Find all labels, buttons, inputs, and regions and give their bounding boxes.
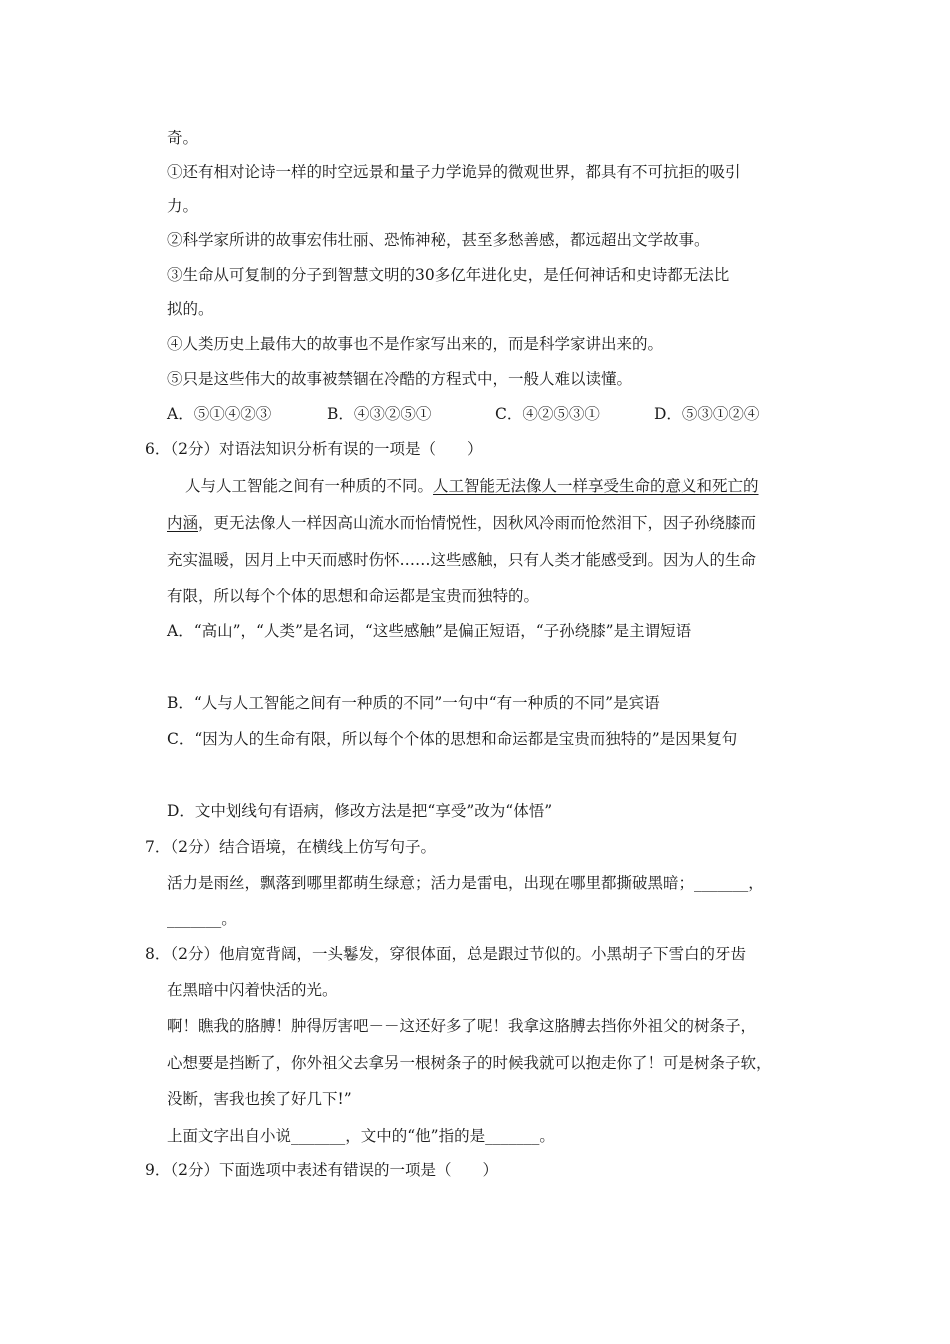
q8-stem: 8．（2分）他肩宽背阔，一头鬈发，穿很体面，总是跟过节似的。小黑胡子下雪白的牙齿 [145, 945, 746, 963]
q5-sentence-3-cont: 拟的。 [167, 300, 214, 318]
q5-option-a[interactable]: A．⑤①④②③ [167, 405, 272, 423]
q5-sentence-1-cont: 力。 [167, 197, 199, 215]
q8-passage-line-4: 心想要是挡断了，你外祖父去拿另一根树条子的时候我就可以抱走你了！可是树条子软， [167, 1054, 772, 1072]
q6-option-c[interactable]: C．“因为人的生命有限，所以每个个体的思想和命运都是宝贵而独特的”是因果复句 [167, 730, 738, 748]
q5-sentence-3: ③生命从可复制的分子到智慧文明的30多亿年进化史，是任何神话和史诗都无法比 [167, 266, 730, 284]
q8-passage-line-2: 在黑暗中闪着快活的光。 [167, 981, 338, 999]
q8-passage-line-5: 没断，害我也挨了好几下!” [167, 1090, 352, 1108]
q7-prompt-line-1: 活力是雨丝，飘落到哪里都萌生绿意；活力是雷电，出现在哪里都撕破黑暗；_______， [167, 874, 764, 892]
q6-passage-text: ，更无法像人一样因高山流水而怡情悦性，因秋风冷雨而怆然泪下，因子孙绕膝而 [198, 514, 757, 532]
q7-stem: 7．（2分）结合语境，在横线上仿写句子。 [145, 838, 436, 856]
q6-stem: 6．（2分）对语法知识分析有误的一项是（ ） [145, 440, 483, 458]
q5-options [167, 404, 807, 424]
q6-passage-text: 人与人工智能之间有一种质的不同。 [185, 477, 434, 495]
q5-passage-tail: 奇。 [167, 129, 199, 147]
q8-fill-in-question[interactable]: 上面文字出自小说_______，文中的“他”指的是_______。 [167, 1127, 555, 1145]
q5-option-c[interactable]: C．④②⑤③① [495, 405, 600, 423]
q6-passage-line-1 [185, 476, 759, 496]
q6-underlined-sentence: 人工智能无法像人一样享受生命的意义和死亡的 [433, 477, 759, 495]
q5-sentence-4: ④人类历史上最伟大的故事也不是作家写出来的，而是科学家讲出来的。 [167, 335, 664, 353]
q9-stem: 9．（2分）下面选项中表述有错误的一项是（ ） [145, 1161, 498, 1179]
q6-option-b[interactable]: B．“人与人工智能之间有一种质的不同”一句中“有一种质的不同”是宾语 [167, 694, 660, 712]
q6-underlined-sentence-end: 内涵 [167, 514, 199, 532]
q5-sentence-5: ⑤只是这些伟大的故事被禁锢在冷酷的方程式中，一般人难以读懂。 [167, 370, 633, 388]
q5-option-b[interactable]: B．④③②⑤① [327, 405, 432, 423]
q6-option-a[interactable]: A．“高山”，“人类”是名词，“这些感触”是偏正短语，“子孙绕膝”是主谓短语 [167, 622, 692, 640]
q6-passage-line-4: 有限，所以每个个体的思想和命运都是宝贵而独特的。 [167, 587, 540, 605]
q5-sentence-2: ②科学家所讲的故事宏伟壮丽、恐怖神秘，甚至多愁善感，都远超出文学故事。 [167, 231, 710, 249]
q5-sentence-1: ①还有相对论诗一样的时空远景和量子力学诡异的微观世界，都具有不可抗拒的吸引 [167, 163, 741, 181]
q6-passage-line-2 [167, 513, 756, 533]
q6-option-d[interactable]: D．文中划线句有语病，修改方法是把“享受”改为“体悟” [167, 802, 553, 820]
q5-option-d[interactable]: D．⑤③①②④ [654, 405, 760, 423]
q7-answer-blank[interactable]: _______。 [167, 910, 237, 928]
q8-passage-line-3: 啊！瞧我的胳膊！肿得厉害吧－－这还好多了呢！我拿这胳膊去挡你外祖父的树条子， [167, 1017, 757, 1035]
q6-passage-line-3: 充实温暖，因月上中天而感时伤怀……这些感触，只有人类才能感受到。因为人的生命 [167, 551, 757, 569]
